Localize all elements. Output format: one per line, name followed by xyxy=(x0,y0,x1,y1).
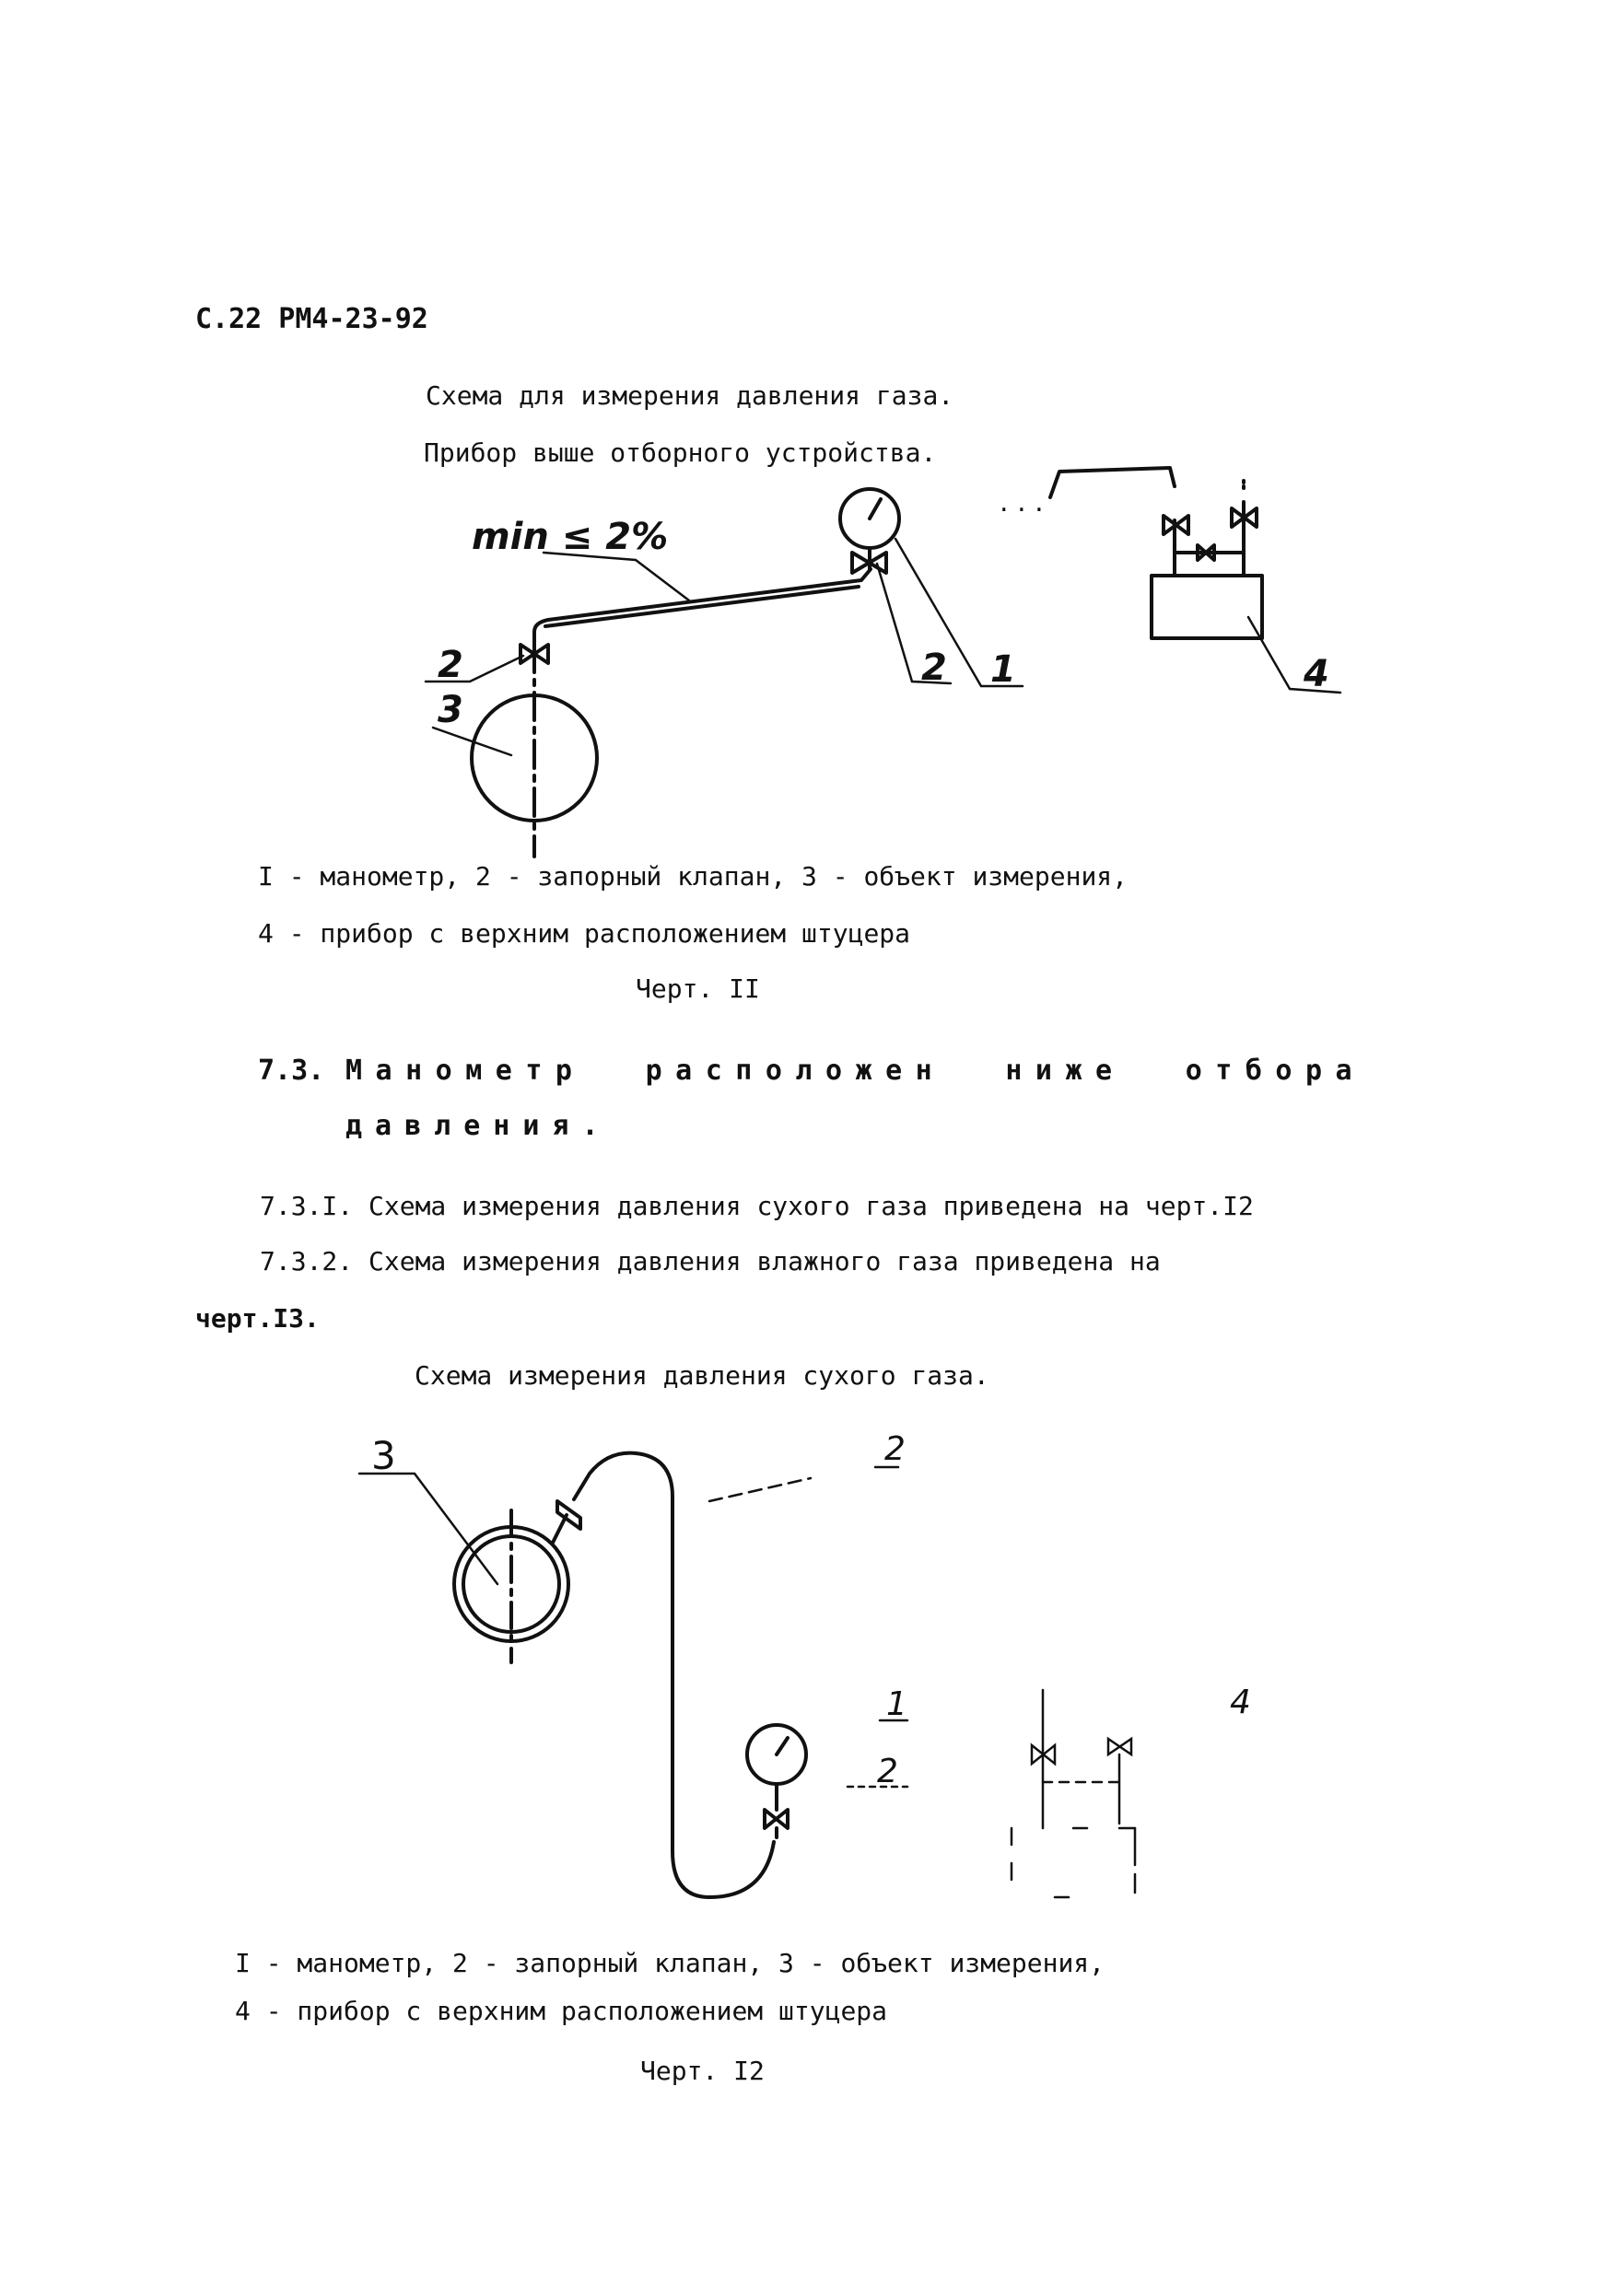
section-heading-line1: Манометр расположен ниже отбора xyxy=(345,1055,1366,1087)
page-reference: С.22 РМ4-23-92 xyxy=(195,303,428,335)
figure-12-caption: Схема измерения давления сухого газа. xyxy=(415,1360,989,1391)
figure-12-number: Черт. I2 xyxy=(640,2056,765,2086)
label-valve-right: 2 xyxy=(921,647,947,689)
label-device-2: 4 xyxy=(1230,1684,1251,1721)
paragraph-7-3-2-cont: черт.I3. xyxy=(195,1303,320,1334)
figure-11-legend-line1: I - манометр, 2 - запорный клапан, 3 - объект измерения, xyxy=(258,861,1129,892)
figure-11-subcaption: Прибор выше отборного устройства. xyxy=(424,437,937,468)
device-top-fitting-2 xyxy=(1012,1690,1135,1897)
figure-11-diagram xyxy=(426,468,1340,857)
figure-11-number: Черт. II xyxy=(636,973,760,1004)
label-pipe-2: 2 xyxy=(884,1430,906,1468)
impulse-loop xyxy=(574,1453,774,1897)
figure-12-diagram xyxy=(359,1430,1251,1897)
figure-12-legend-line2: 4 - прибор с верхним расположением штуцера xyxy=(235,1996,888,2026)
svg-text:. . .: . . . xyxy=(1000,486,1044,519)
slope-label: min ≤ 2% xyxy=(472,516,669,558)
label-device: 4 xyxy=(1304,653,1329,695)
label-object: 3 xyxy=(438,689,463,731)
label-gauge: 1 xyxy=(990,648,1016,691)
figure-12-legend-line1: I - манометр, 2 - запорный клапан, 3 - объект измерения, xyxy=(235,1948,1105,1978)
label-object-2: 3 xyxy=(371,1433,396,1478)
section-heading-line2: давления. xyxy=(345,1110,612,1142)
label-gauge-2: 1 xyxy=(886,1685,907,1723)
figure-11-caption: Схема для измерения давления газа. xyxy=(426,380,954,411)
label-valve-2: 2 xyxy=(877,1753,898,1790)
label-valve-left: 2 xyxy=(438,644,463,686)
figure-11-legend-line2: 4 - прибор с верхним расположением штуцера xyxy=(258,918,911,949)
section-number: 7.3. xyxy=(258,1055,325,1087)
paragraph-7-3-1: 7.3.I. Схема измерения давления сухого газа приведена на черт.I2 xyxy=(260,1191,1254,1221)
paragraph-7-3-2: 7.3.2. Схема измерения давления влажного газа приведена на xyxy=(260,1246,1161,1276)
shutoff-valve-2b xyxy=(765,1810,788,1828)
